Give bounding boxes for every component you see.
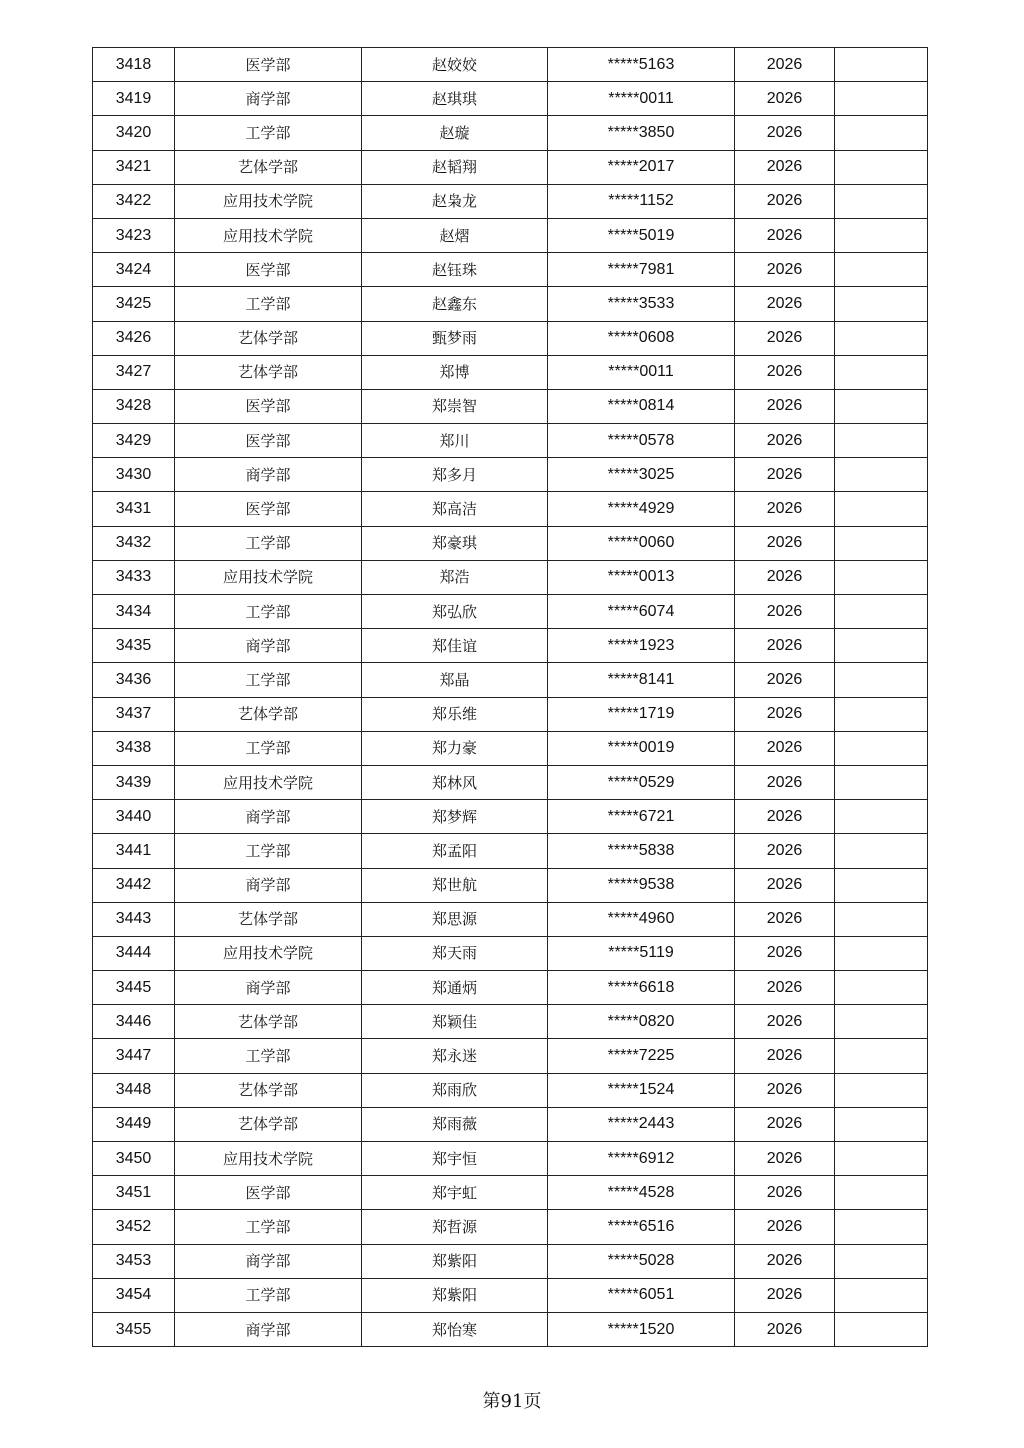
- row-number-cell: 3452: [93, 1210, 175, 1244]
- student-name-cell: 郑高洁: [362, 492, 548, 526]
- row-number-cell: 3418: [93, 48, 175, 82]
- year-cell: 2026: [735, 800, 835, 834]
- row-number-cell: 3425: [93, 287, 175, 321]
- year-cell: 2026: [735, 526, 835, 560]
- remarks-cell: [835, 116, 928, 150]
- table-row: [93, 834, 928, 868]
- row-number-cell: 3455: [93, 1312, 175, 1346]
- table-row: [93, 184, 928, 218]
- table-row: [93, 1142, 928, 1176]
- row-number-cell: 3443: [93, 902, 175, 936]
- row-number-cell: 3434: [93, 595, 175, 629]
- id-suffix-cell: *****0578: [548, 424, 735, 458]
- year-cell: 2026: [735, 868, 835, 902]
- id-suffix-cell: *****4960: [548, 902, 735, 936]
- department-cell: 应用技术学院: [175, 936, 362, 970]
- row-number-cell: 3450: [93, 1142, 175, 1176]
- id-suffix-cell: *****1719: [548, 697, 735, 731]
- student-name-cell: 赵琪琪: [362, 82, 548, 116]
- year-cell: 2026: [735, 1244, 835, 1278]
- department-cell: 商学部: [175, 1244, 362, 1278]
- year-cell: 2026: [735, 458, 835, 492]
- row-number-cell: 3421: [93, 150, 175, 184]
- year-cell: 2026: [735, 1278, 835, 1312]
- remarks-cell: [835, 936, 928, 970]
- table-row: [93, 1107, 928, 1141]
- row-number-cell: 3445: [93, 971, 175, 1005]
- department-cell: 商学部: [175, 971, 362, 1005]
- row-number-cell: 3431: [93, 492, 175, 526]
- student-name-cell: 赵鑫东: [362, 287, 548, 321]
- student-name-cell: 郑佳谊: [362, 629, 548, 663]
- row-number-cell: 3451: [93, 1176, 175, 1210]
- table-row: [93, 253, 928, 287]
- remarks-cell: [835, 287, 928, 321]
- row-number-cell: 3444: [93, 936, 175, 970]
- remarks-cell: [835, 560, 928, 594]
- id-suffix-cell: *****2017: [548, 150, 735, 184]
- row-number-cell: 3429: [93, 424, 175, 458]
- page-number: 第91页: [482, 1391, 542, 1412]
- remarks-cell: [835, 48, 928, 82]
- table-row: [93, 1005, 928, 1039]
- id-suffix-cell: *****7981: [548, 253, 735, 287]
- year-cell: 2026: [735, 560, 835, 594]
- table-row: [93, 697, 928, 731]
- table-row: [93, 116, 928, 150]
- remarks-cell: [835, 184, 928, 218]
- table-row: [93, 424, 928, 458]
- row-number-cell: 3439: [93, 765, 175, 799]
- table-row: [93, 526, 928, 560]
- table-row: [93, 731, 928, 765]
- student-name-cell: 郑紫阳: [362, 1244, 548, 1278]
- department-cell: 医学部: [175, 424, 362, 458]
- remarks-cell: [835, 1073, 928, 1107]
- id-suffix-cell: *****4528: [548, 1176, 735, 1210]
- row-number-cell: 3427: [93, 355, 175, 389]
- year-cell: 2026: [735, 834, 835, 868]
- table-row: [93, 321, 928, 355]
- roster-table: [92, 47, 928, 1347]
- department-cell: 艺体学部: [175, 355, 362, 389]
- remarks-cell: [835, 389, 928, 423]
- remarks-cell: [835, 355, 928, 389]
- department-cell: 工学部: [175, 1278, 362, 1312]
- year-cell: 2026: [735, 116, 835, 150]
- id-suffix-cell: *****6516: [548, 1210, 735, 1244]
- year-cell: 2026: [735, 731, 835, 765]
- id-suffix-cell: *****6618: [548, 971, 735, 1005]
- student-name-cell: 郑宇虹: [362, 1176, 548, 1210]
- student-name-cell: 赵钰珠: [362, 253, 548, 287]
- remarks-cell: [835, 492, 928, 526]
- remarks-cell: [835, 253, 928, 287]
- year-cell: 2026: [735, 971, 835, 1005]
- student-name-cell: 郑哲源: [362, 1210, 548, 1244]
- table-row: [93, 1176, 928, 1210]
- id-suffix-cell: *****0060: [548, 526, 735, 560]
- student-name-cell: 赵韬翔: [362, 150, 548, 184]
- department-cell: 艺体学部: [175, 697, 362, 731]
- id-suffix-cell: *****9538: [548, 868, 735, 902]
- row-number-cell: 3448: [93, 1073, 175, 1107]
- table-row: [93, 1039, 928, 1073]
- remarks-cell: [835, 1210, 928, 1244]
- remarks-cell: [835, 458, 928, 492]
- id-suffix-cell: *****5119: [548, 936, 735, 970]
- department-cell: 艺体学部: [175, 1073, 362, 1107]
- id-suffix-cell: *****0608: [548, 321, 735, 355]
- table-row: [93, 868, 928, 902]
- table-row: [93, 902, 928, 936]
- row-number-cell: 3453: [93, 1244, 175, 1278]
- department-cell: 艺体学部: [175, 902, 362, 936]
- table-row: [93, 1210, 928, 1244]
- id-suffix-cell: *****6912: [548, 1142, 735, 1176]
- table-row: [93, 150, 928, 184]
- remarks-cell: [835, 1244, 928, 1278]
- table-row: [93, 663, 928, 697]
- remarks-cell: [835, 697, 928, 731]
- table-row: [93, 595, 928, 629]
- id-suffix-cell: *****4929: [548, 492, 735, 526]
- id-suffix-cell: *****0814: [548, 389, 735, 423]
- row-number-cell: 3438: [93, 731, 175, 765]
- id-suffix-cell: *****0011: [548, 82, 735, 116]
- department-cell: 商学部: [175, 458, 362, 492]
- row-number-cell: 3449: [93, 1107, 175, 1141]
- id-suffix-cell: *****1524: [548, 1073, 735, 1107]
- table-row: [93, 1312, 928, 1346]
- department-cell: 医学部: [175, 48, 362, 82]
- year-cell: 2026: [735, 424, 835, 458]
- year-cell: 2026: [735, 321, 835, 355]
- student-name-cell: 郑川: [362, 424, 548, 458]
- remarks-cell: [835, 526, 928, 560]
- year-cell: 2026: [735, 595, 835, 629]
- student-name-cell: 郑颖佳: [362, 1005, 548, 1039]
- id-suffix-cell: *****3025: [548, 458, 735, 492]
- student-name-cell: 郑梦辉: [362, 800, 548, 834]
- department-cell: 应用技术学院: [175, 765, 362, 799]
- department-cell: 商学部: [175, 82, 362, 116]
- department-cell: 商学部: [175, 629, 362, 663]
- year-cell: 2026: [735, 355, 835, 389]
- row-number-cell: 3424: [93, 253, 175, 287]
- remarks-cell: [835, 765, 928, 799]
- student-name-cell: 郑晶: [362, 663, 548, 697]
- id-suffix-cell: *****3850: [548, 116, 735, 150]
- row-number-cell: 3442: [93, 868, 175, 902]
- student-name-cell: 郑孟阳: [362, 834, 548, 868]
- table-row: [93, 287, 928, 321]
- year-cell: 2026: [735, 492, 835, 526]
- id-suffix-cell: *****0529: [548, 765, 735, 799]
- department-cell: 医学部: [175, 1176, 362, 1210]
- table-row: [93, 458, 928, 492]
- table-row: [93, 1244, 928, 1278]
- year-cell: 2026: [735, 1176, 835, 1210]
- id-suffix-cell: *****2443: [548, 1107, 735, 1141]
- id-suffix-cell: *****3533: [548, 287, 735, 321]
- department-cell: 医学部: [175, 389, 362, 423]
- department-cell: 应用技术学院: [175, 184, 362, 218]
- id-suffix-cell: *****5163: [548, 48, 735, 82]
- remarks-cell: [835, 663, 928, 697]
- id-suffix-cell: *****7225: [548, 1039, 735, 1073]
- student-name-cell: 郑天雨: [362, 936, 548, 970]
- remarks-cell: [835, 731, 928, 765]
- year-cell: 2026: [735, 218, 835, 252]
- table-row: [93, 48, 928, 82]
- id-suffix-cell: *****0013: [548, 560, 735, 594]
- row-number-cell: 3428: [93, 389, 175, 423]
- student-name-cell: 郑世航: [362, 868, 548, 902]
- student-name-cell: 郑紫阳: [362, 1278, 548, 1312]
- department-cell: 商学部: [175, 800, 362, 834]
- student-name-cell: 郑思源: [362, 902, 548, 936]
- table-row: [93, 355, 928, 389]
- row-number-cell: 3426: [93, 321, 175, 355]
- row-number-cell: 3446: [93, 1005, 175, 1039]
- student-name-cell: 郑力豪: [362, 731, 548, 765]
- department-cell: 商学部: [175, 1312, 362, 1346]
- department-cell: 艺体学部: [175, 150, 362, 184]
- remarks-cell: [835, 218, 928, 252]
- remarks-cell: [835, 1107, 928, 1141]
- student-name-cell: 郑豪琪: [362, 526, 548, 560]
- student-name-cell: 郑林风: [362, 765, 548, 799]
- table-row: [93, 560, 928, 594]
- department-cell: 医学部: [175, 253, 362, 287]
- id-suffix-cell: *****5028: [548, 1244, 735, 1278]
- id-suffix-cell: *****5838: [548, 834, 735, 868]
- remarks-cell: [835, 1278, 928, 1312]
- row-number-cell: 3437: [93, 697, 175, 731]
- student-name-cell: 郑博: [362, 355, 548, 389]
- student-name-cell: 郑宇恒: [362, 1142, 548, 1176]
- year-cell: 2026: [735, 150, 835, 184]
- remarks-cell: [835, 902, 928, 936]
- table-row: [93, 629, 928, 663]
- remarks-cell: [835, 629, 928, 663]
- year-cell: 2026: [735, 765, 835, 799]
- remarks-cell: [835, 834, 928, 868]
- department-cell: 应用技术学院: [175, 1142, 362, 1176]
- remarks-cell: [835, 150, 928, 184]
- row-number-cell: 3435: [93, 629, 175, 663]
- department-cell: 艺体学部: [175, 1107, 362, 1141]
- row-number-cell: 3430: [93, 458, 175, 492]
- row-number-cell: 3420: [93, 116, 175, 150]
- row-number-cell: 3441: [93, 834, 175, 868]
- student-name-cell: 郑通炳: [362, 971, 548, 1005]
- id-suffix-cell: *****8141: [548, 663, 735, 697]
- remarks-cell: [835, 1142, 928, 1176]
- student-name-cell: 赵璇: [362, 116, 548, 150]
- year-cell: 2026: [735, 1107, 835, 1141]
- remarks-cell: [835, 1039, 928, 1073]
- department-cell: 艺体学部: [175, 1005, 362, 1039]
- remarks-cell: [835, 321, 928, 355]
- table-row: [93, 971, 928, 1005]
- year-cell: 2026: [735, 1312, 835, 1346]
- table-row: [93, 1073, 928, 1107]
- remarks-cell: [835, 595, 928, 629]
- department-cell: 商学部: [175, 868, 362, 902]
- year-cell: 2026: [735, 389, 835, 423]
- table-row: [93, 492, 928, 526]
- department-cell: 工学部: [175, 116, 362, 150]
- remarks-cell: [835, 800, 928, 834]
- id-suffix-cell: *****6051: [548, 1278, 735, 1312]
- remarks-cell: [835, 1312, 928, 1346]
- department-cell: 工学部: [175, 595, 362, 629]
- department-cell: 工学部: [175, 526, 362, 560]
- department-cell: 应用技术学院: [175, 560, 362, 594]
- table-row: [93, 218, 928, 252]
- table-row: [93, 82, 928, 116]
- department-cell: 工学部: [175, 731, 362, 765]
- department-cell: 工学部: [175, 1039, 362, 1073]
- id-suffix-cell: *****1520: [548, 1312, 735, 1346]
- department-cell: 工学部: [175, 834, 362, 868]
- student-name-cell: 郑多月: [362, 458, 548, 492]
- year-cell: 2026: [735, 902, 835, 936]
- roster-table-body: [93, 48, 928, 1347]
- remarks-cell: [835, 1005, 928, 1039]
- department-cell: 应用技术学院: [175, 218, 362, 252]
- id-suffix-cell: *****6721: [548, 800, 735, 834]
- remarks-cell: [835, 971, 928, 1005]
- year-cell: 2026: [735, 663, 835, 697]
- student-name-cell: 甄梦雨: [362, 321, 548, 355]
- student-name-cell: 郑弘欣: [362, 595, 548, 629]
- year-cell: 2026: [735, 48, 835, 82]
- department-cell: 工学部: [175, 1210, 362, 1244]
- row-number-cell: 3423: [93, 218, 175, 252]
- row-number-cell: 3433: [93, 560, 175, 594]
- remarks-cell: [835, 424, 928, 458]
- year-cell: 2026: [735, 184, 835, 218]
- student-name-cell: 郑雨欣: [362, 1073, 548, 1107]
- row-number-cell: 3440: [93, 800, 175, 834]
- row-number-cell: 3447: [93, 1039, 175, 1073]
- id-suffix-cell: *****0019: [548, 731, 735, 765]
- year-cell: 2026: [735, 1039, 835, 1073]
- remarks-cell: [835, 868, 928, 902]
- row-number-cell: 3432: [93, 526, 175, 560]
- table-row: [93, 800, 928, 834]
- department-cell: 艺体学部: [175, 321, 362, 355]
- year-cell: 2026: [735, 1073, 835, 1107]
- id-suffix-cell: *****0011: [548, 355, 735, 389]
- student-name-cell: 赵枭龙: [362, 184, 548, 218]
- department-cell: 医学部: [175, 492, 362, 526]
- remarks-cell: [835, 82, 928, 116]
- id-suffix-cell: *****1923: [548, 629, 735, 663]
- year-cell: 2026: [735, 287, 835, 321]
- row-number-cell: 3436: [93, 663, 175, 697]
- department-cell: 工学部: [175, 663, 362, 697]
- row-number-cell: 3419: [93, 82, 175, 116]
- year-cell: 2026: [735, 253, 835, 287]
- student-name-cell: 郑崇智: [362, 389, 548, 423]
- student-name-cell: 郑永迷: [362, 1039, 548, 1073]
- remarks-cell: [835, 1176, 928, 1210]
- id-suffix-cell: *****6074: [548, 595, 735, 629]
- year-cell: 2026: [735, 1142, 835, 1176]
- id-suffix-cell: *****0820: [548, 1005, 735, 1039]
- student-name-cell: 郑雨薇: [362, 1107, 548, 1141]
- id-suffix-cell: *****1152: [548, 184, 735, 218]
- year-cell: 2026: [735, 697, 835, 731]
- table-row: [93, 936, 928, 970]
- year-cell: 2026: [735, 629, 835, 663]
- year-cell: 2026: [735, 1210, 835, 1244]
- student-name-cell: 赵熠: [362, 218, 548, 252]
- student-name-cell: 郑怡寒: [362, 1312, 548, 1346]
- year-cell: 2026: [735, 82, 835, 116]
- row-number-cell: 3422: [93, 184, 175, 218]
- student-name-cell: 郑乐维: [362, 697, 548, 731]
- table-row: [93, 765, 928, 799]
- department-cell: 工学部: [175, 287, 362, 321]
- student-name-cell: 赵姣姣: [362, 48, 548, 82]
- year-cell: 2026: [735, 936, 835, 970]
- row-number-cell: 3454: [93, 1278, 175, 1312]
- student-name-cell: 郑浩: [362, 560, 548, 594]
- table-row: [93, 389, 928, 423]
- id-suffix-cell: *****5019: [548, 218, 735, 252]
- year-cell: 2026: [735, 1005, 835, 1039]
- table-row: [93, 1278, 928, 1312]
